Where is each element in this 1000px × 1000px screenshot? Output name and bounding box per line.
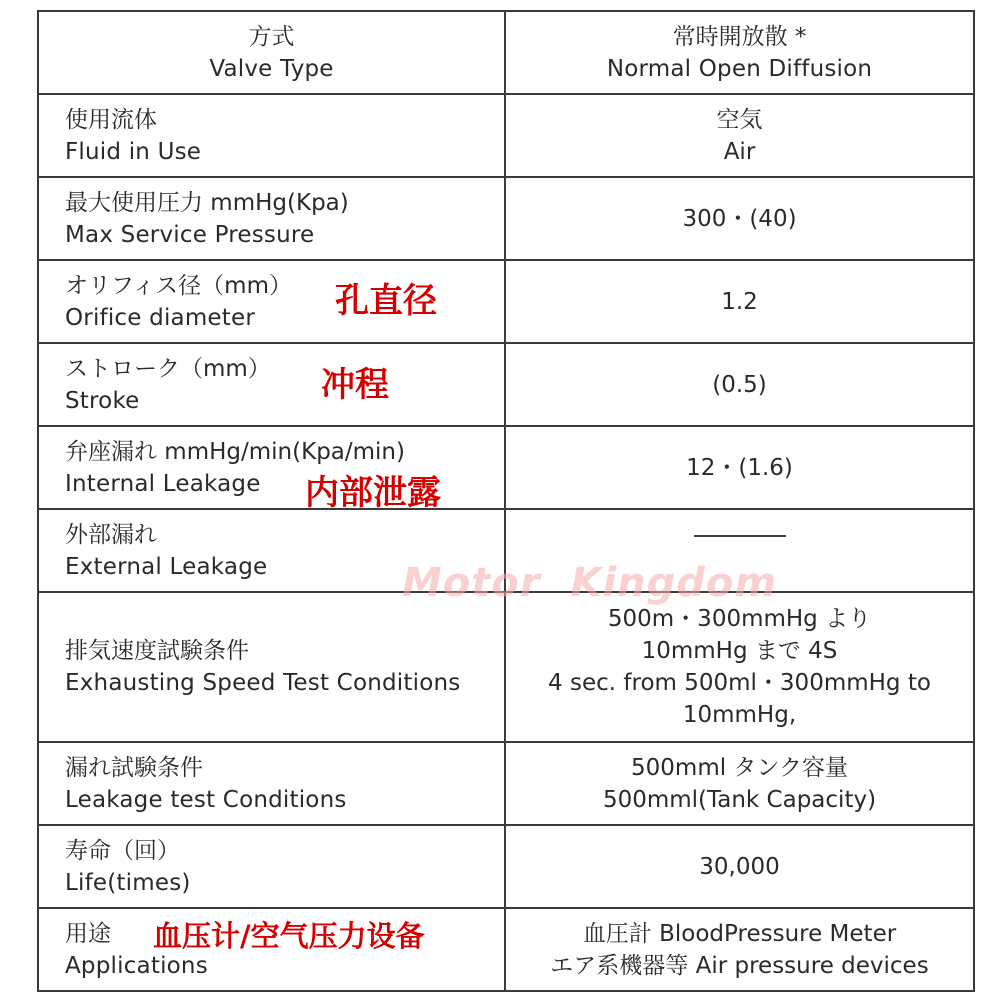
row-label-cell (38, 742, 505, 825)
row-label-jp: 漏れ試験条件 (65, 754, 203, 781)
row-max-pressure (38, 177, 974, 260)
row-label-en: Internal Leakage (65, 470, 261, 497)
row-label-en: Leakage test Conditions (65, 786, 347, 813)
row-label-jp: 排気速度試験条件 (65, 638, 249, 664)
row-value-line: 10mmHg, (682, 702, 797, 728)
row-value-line: 10mmHg まで 4S (641, 638, 838, 664)
row-label-en: Applications (65, 952, 208, 979)
header-left-en: Valve Type (209, 55, 334, 82)
row-label-jp: 最大使用圧力 mmHg(Kpa) (65, 189, 349, 216)
row-label-cell (38, 426, 505, 513)
row-label-cell (38, 94, 505, 177)
chinese-annotation: 内部泄露 (305, 473, 441, 513)
spec-table (37, 10, 975, 992)
row-value-cell (505, 825, 974, 908)
row-label-en: Stroke (65, 387, 140, 414)
empty-value-dash (694, 535, 786, 537)
row-value-line: 500mml タンク容量 (631, 754, 848, 781)
header-right-cell (505, 11, 974, 94)
row-value-cell (505, 260, 974, 343)
row-applications (38, 908, 974, 991)
row-value-cell (505, 426, 974, 509)
row-fluid (38, 94, 974, 177)
row-label-jp: 外部漏れ (65, 521, 157, 548)
row-label-cell (38, 260, 505, 343)
row-value-line: 4 sec. from 500ml・300mmHg to (548, 670, 931, 696)
row-leakage-test (38, 742, 974, 825)
header-row (38, 11, 974, 94)
row-value-cell (505, 908, 974, 991)
row-label-en: Max Service Pressure (65, 221, 315, 248)
row-label-cell (38, 509, 505, 592)
row-label-en: Orifice diameter (65, 304, 256, 331)
row-label-cell (38, 825, 505, 908)
row-value-cell (505, 509, 974, 592)
row-value-cell (505, 343, 974, 426)
row-label-jp: オリフィス径（mm） (65, 272, 292, 299)
row-label-en: Exhausting Speed Test Conditions (65, 670, 461, 696)
row-value-cell (505, 742, 974, 825)
row-label-cell (38, 177, 505, 260)
row-label-jp: 使用流体 (65, 106, 157, 133)
row-external-leakage (38, 509, 974, 592)
row-value-line: 空気 (716, 106, 763, 133)
row-value-line: エア系機器等 Air pressure devices (550, 952, 929, 979)
row-internal-leakage (38, 426, 974, 509)
row-label-jp: ストローク（mm） (65, 355, 271, 382)
row-value-line: 500mml(Tank Capacity) (602, 786, 877, 813)
row-life (38, 825, 974, 908)
chinese-annotation: 冲程 (321, 365, 389, 405)
row-value-line: 1.2 (721, 288, 758, 315)
row-value-line: 30,000 (699, 853, 780, 880)
row-value-line: 500m・300mmHg より (607, 606, 872, 632)
row-label-cell (38, 592, 505, 742)
row-value-cell (505, 177, 974, 260)
row-value-line: Air (723, 138, 756, 165)
row-label-jp: 弁座漏れ mmHg/min(Kpa/min) (65, 438, 405, 465)
header-left-jp: 方式 (248, 23, 295, 50)
row-label-en: Fluid in Use (65, 138, 202, 165)
row-value-line: 300・(40) (682, 205, 797, 232)
row-label-en: External Leakage (65, 553, 268, 580)
row-label-jp: 寿命（回） (65, 837, 180, 864)
row-value-cell (505, 94, 974, 177)
row-value-line: 12・(1.6) (686, 454, 793, 481)
watermark: Motor Kingdom (402, 560, 778, 606)
row-label-en: Life(times) (65, 869, 191, 896)
row-value-cell (505, 592, 974, 742)
chinese-annotation: 血压计/空气压力设备 (153, 919, 425, 953)
row-stroke (38, 343, 974, 426)
row-value-line: (0.5) (712, 371, 767, 398)
row-orifice (38, 260, 974, 343)
header-right-en: Normal Open Diffusion (606, 55, 873, 82)
row-exhaust-speed (38, 592, 974, 742)
chinese-annotation: 孔直径 (335, 281, 437, 321)
row-label-jp: 用途 (65, 920, 111, 947)
row-value-line: 血圧計 BloodPressure Meter (582, 920, 897, 947)
header-right-jp: 常時開放散 * (672, 23, 807, 50)
header-left-cell (38, 11, 505, 94)
row-label-cell (38, 343, 505, 426)
row-label-cell (38, 908, 505, 991)
